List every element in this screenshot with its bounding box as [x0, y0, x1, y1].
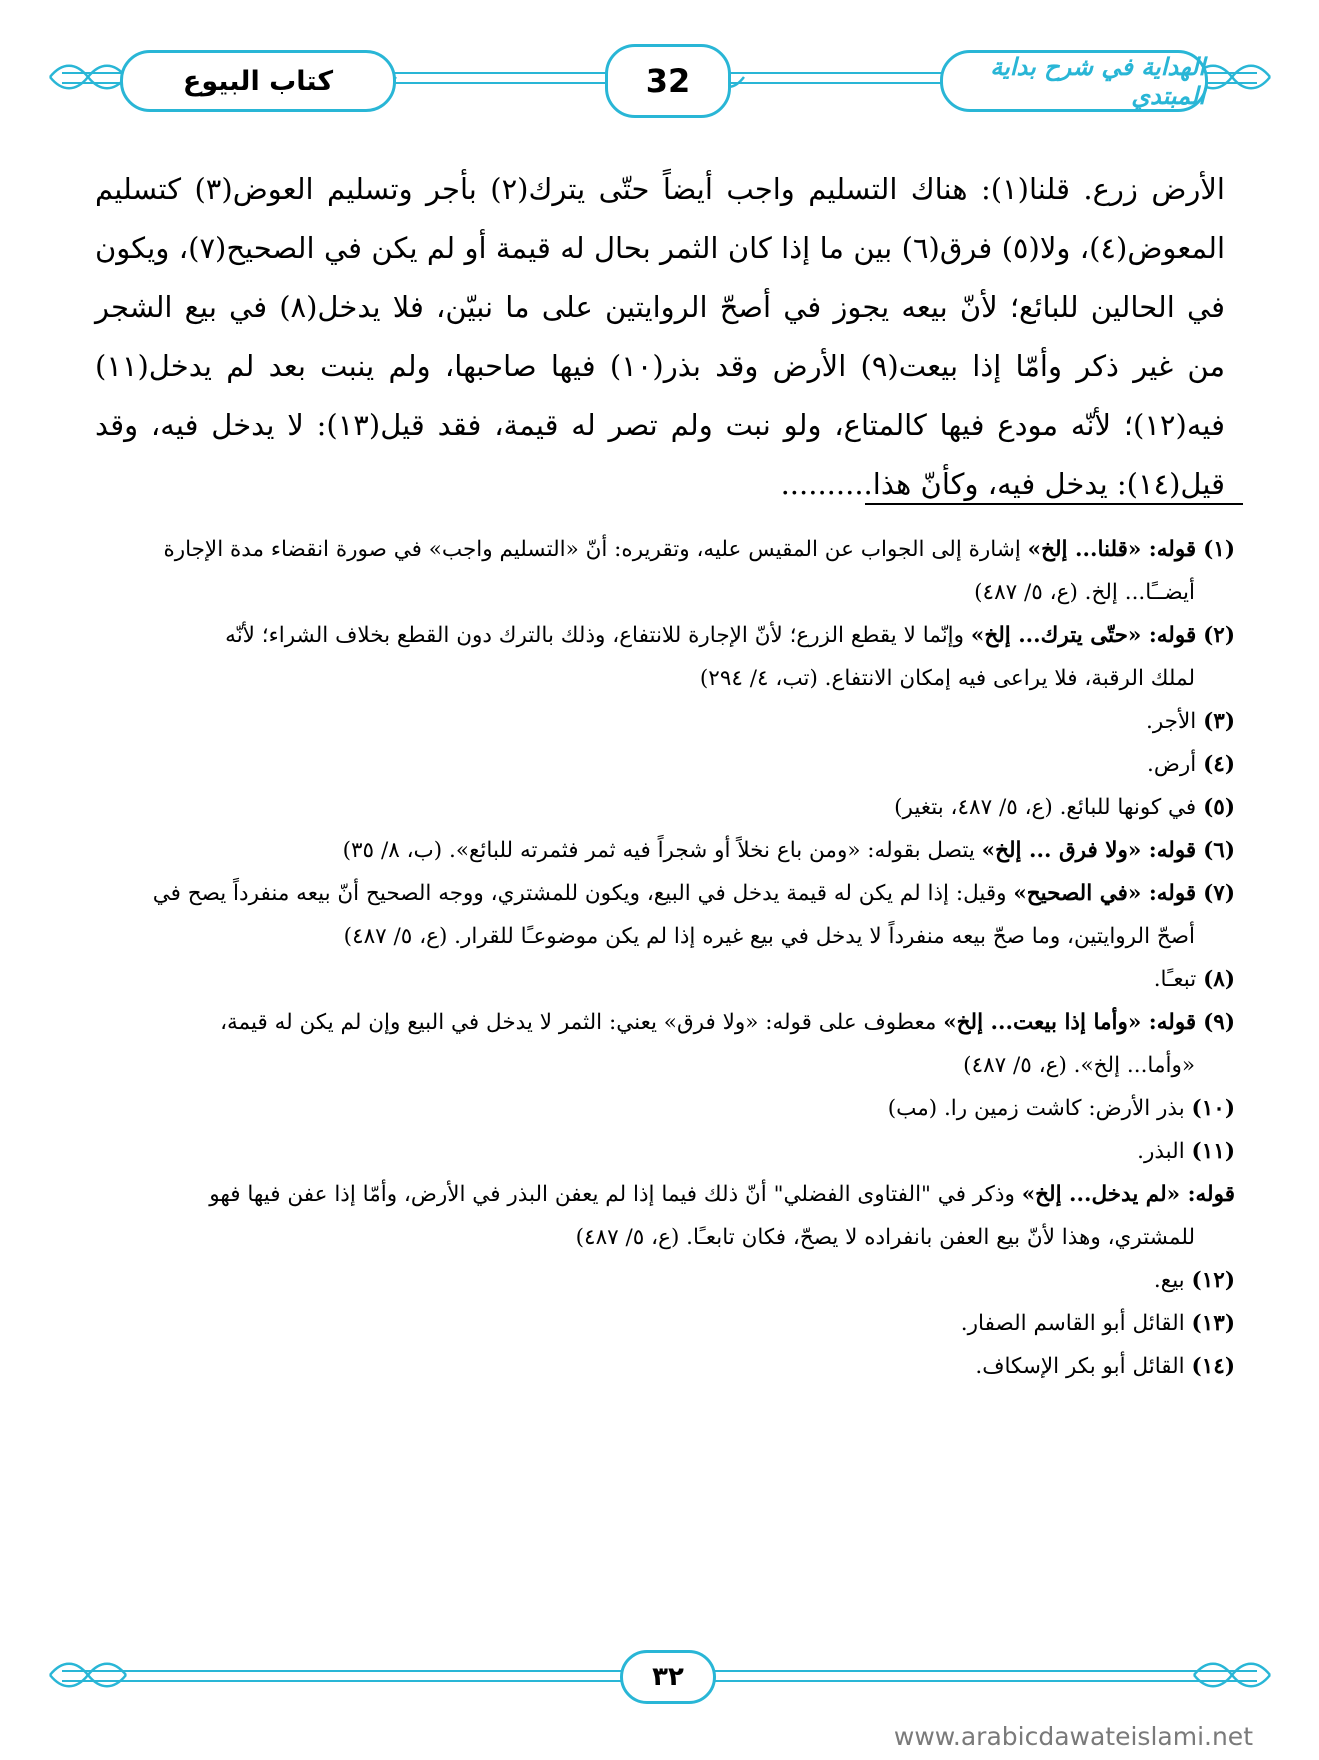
- main-paragraph: الأرض زرع. قلنا(١): هناك التسليم واجب أيضاً حتّى يترك(٢) بأجر وتسليم العوض(٣) كتسليم المعوض(٤)، ولا(٥) فرق(٦) بين ما إذا كان الثمر بحال له قيمة أو لم يكن في الصحيح(٧)، ويكون في الحالين للبائع؛ لأنّ بيعه يجوز في أصحّ الروايتين على ما نبيّن، فلا يدخل(٨) في بيع الشجر من غير ذكر وأمّا إذا بيعت(٩) الأرض وقد بذر(١٠) فيها صاحبها، ولم ينبت بعد لم يدخل(١١) فيه(١٢)؛ لأنّه مودع فيها كالمتاع، ولو نبت ولم تصر له قيمة، فقد قيل(١٣): لا يدخل فيه، وقد قيل(١٤): يدخل فيه، وكأنّ هذا..........: [95, 172, 1226, 501]
- footnote: [95, 700, 1235, 743]
- footnote-number: (١٤): [1191, 1354, 1235, 1379]
- footnote: [95, 743, 1235, 786]
- footnote: [95, 614, 1235, 700]
- footnote-text: في كونها للبائع. (ع، ٥/ ٤٨٧، بتغير): [894, 795, 1197, 820]
- footnote-continuation: لملك الرقبة، فلا يراعى فيه إمكان الانتفاع. (تب، ٤/ ٢٩٤): [699, 666, 1195, 691]
- footnote-text: وإنّما لا يقطع الزرع؛ لأنّ الإجارة للانتفاع، وذلك بالترك دون القطع بخلاف الشراء؛ لأنّه: [225, 623, 971, 648]
- footnotes: [95, 528, 1235, 1388]
- footnote: [95, 1173, 1235, 1259]
- footnote-number: (٢): [1203, 623, 1235, 648]
- left-ornament-icon: [48, 60, 128, 94]
- footnote: [95, 1259, 1235, 1302]
- footnote-heading: قوله: «لم يدخل... إلخ»: [1021, 1182, 1235, 1207]
- footnote-text: إشارة إلى الجواب عن المقيس عليه، وتقريره: أنّ «التسليم واجب» في صورة انقضاء مدة الإجارة: [163, 537, 1028, 562]
- footnote-number: (٤): [1203, 752, 1235, 777]
- footnote-heading: قوله: «ولا فرق ... إلخ»: [981, 838, 1197, 863]
- footnote-continuation: أيضــًا... إلخ. (ع، ٥/ ٤٨٧): [974, 580, 1195, 605]
- footnote-text: تبعـًا.: [1153, 967, 1197, 992]
- footnote-text: وقيل: إذا لم يكن له قيمة يدخل في البيع، ويكون للمشتري، ووجه الصحيح أنّ بيعه منفرداً يصح في: [152, 881, 1014, 906]
- footnote-text: وذكر في "الفتاوى الفضلي" أنّ ذلك فيما إذا لم يعفن البذر في الأرض، وأمّا إذا عفن فيها فهو: [209, 1182, 1022, 1207]
- footnote-continuation: للمشتري، وهذا لأنّ بيع العفن بانفراده لا يصحّ، فكان تابعـًا. (ع، ٥/ ٤٨٧): [575, 1225, 1195, 1250]
- footnote-number: (١٣): [1191, 1311, 1235, 1336]
- footnote-separator: [865, 503, 1243, 505]
- footnote: [95, 528, 1235, 614]
- footnote: [95, 1302, 1235, 1345]
- chapter-title-box: [120, 50, 396, 112]
- footnote-text: بيع.: [1153, 1268, 1185, 1293]
- footnote-heading: قوله: «في الصحيح»: [1013, 881, 1197, 906]
- footnote-number: (٨): [1203, 967, 1235, 992]
- footnote-text: معطوف على قوله: «ولا فرق» يعني: الثمر لا يدخل في البيع وإن لم يكن له قيمة،: [220, 1010, 944, 1035]
- book-title-box: [940, 50, 1208, 112]
- footnote-text: القائل أبو بكر الإسكاف.: [975, 1354, 1185, 1379]
- footnote-heading: قوله: «وأما إذا بيعت... إلخ»: [943, 1010, 1197, 1035]
- footnote: [95, 1345, 1235, 1388]
- page-number-box: [605, 44, 731, 118]
- footnote-continuation: «وأما... إلخ». (ع، ٥/ ٤٨٧): [963, 1053, 1195, 1078]
- footnote-number: (١٠): [1191, 1096, 1235, 1121]
- footnote: [95, 958, 1235, 1001]
- footnote-text: أرض.: [1147, 752, 1197, 777]
- watermark: www.arabicdawateislami.net: [893, 1722, 1253, 1751]
- footnote-text: البذر.: [1137, 1139, 1185, 1164]
- footnote: [95, 829, 1235, 872]
- footnote-number: (١١): [1191, 1139, 1235, 1164]
- book-title: الهداية في شرح بداية المبتدي: [990, 52, 1205, 110]
- footnote-number: (١): [1203, 537, 1235, 562]
- footnote-number: (٦): [1203, 838, 1235, 863]
- footnote: [95, 1001, 1235, 1087]
- footnote-text: الأجر.: [1145, 709, 1197, 734]
- main-text: [95, 160, 1225, 514]
- page-number: 32: [645, 62, 691, 100]
- footnote-number: (٥): [1203, 795, 1235, 820]
- footnote-number: (١٢): [1191, 1268, 1235, 1293]
- footnote: [95, 1130, 1235, 1173]
- footnote-continuation: أصحّ الروايتين، وما صحّ بيعه منفرداً لا يدخل في بيع غيره إذا لم يكن موضوعـًا للقرار. (ع، ٥/ ٤٨٧): [343, 924, 1195, 949]
- footnote-number: (٩): [1203, 1010, 1235, 1035]
- left-ornament-icon: [48, 1658, 128, 1692]
- footnote: [95, 1087, 1235, 1130]
- footnote-heading: قوله: «حتّى يترك... إلخ»: [970, 623, 1197, 648]
- right-ornament-icon: [1192, 1658, 1272, 1692]
- footnote-text: القائل أبو القاسم الصفار.: [960, 1311, 1185, 1336]
- footnote-number: (٣): [1203, 709, 1235, 734]
- footer-page-number: ٣٢: [652, 1662, 684, 1692]
- footer-page-number-box: [620, 1650, 716, 1704]
- footnote: [95, 786, 1235, 829]
- footnote: [95, 872, 1235, 958]
- footnote-heading: قوله: «قلنا... إلخ»: [1027, 537, 1197, 562]
- footnote-number: (٧): [1203, 881, 1235, 906]
- chapter-title: كتاب البيوع: [182, 65, 334, 97]
- footnote-text: يتصل بقوله: «ومن باع نخلاً أو شجراً فيه ثمر فثمرته للبائع». (ب، ٨/ ٣٥): [342, 838, 982, 863]
- footnote-text: بذر الأرض: كاشت زمين را. (مب): [887, 1096, 1185, 1121]
